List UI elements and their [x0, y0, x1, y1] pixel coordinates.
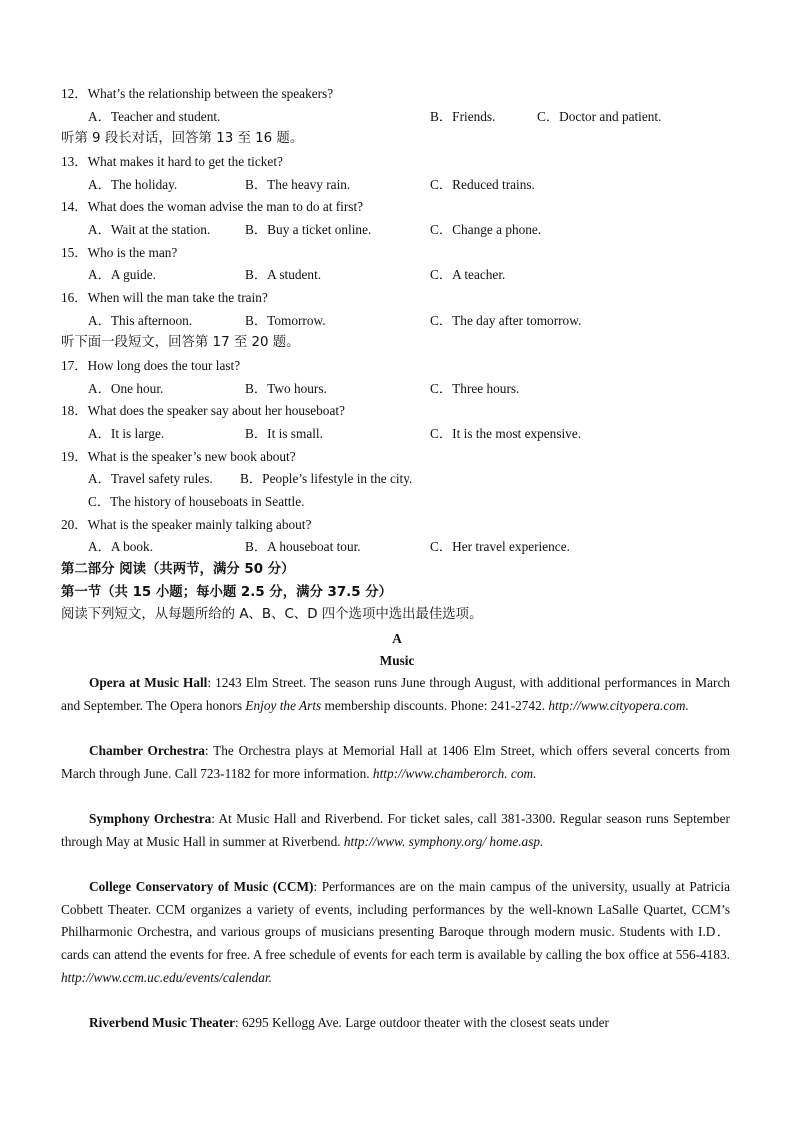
part2-section1: 第一节（共 15 小题；每小题 2.5 分，满分 37.5 分）: [61, 585, 393, 600]
q12-option-c: C．Doctor and patient.: [537, 109, 662, 124]
question-20: 20．What is the speaker mainly talking about?: [61, 517, 312, 532]
q16-option-b: B．Tomorrow.: [245, 313, 326, 328]
entry-ccm: College Conservatory of Music (CCM): Performances are on the main campus of the university, usually at Patricia Cobbett Theater. CCM organizes a variety of events, including performances by the well-known LaSalle Quartet, CCM’s Philharmonic Orchestra, and various groups of musicians presenting Baroque through modern music. Students with I.D． cards can attend the events for free. A free schedule of events for each term is available by calling the box office at 556-4183. http://www.ccm.uc.edu/events/calendar.: [61, 879, 731, 985]
q19-option-a: A．Travel safety rules.: [88, 471, 213, 486]
q15-option-a: A．A guide.: [88, 267, 156, 282]
q19-option-b: B．People’s lifestyle in the city.: [240, 471, 413, 486]
question-17: 17．How long does the tour last?: [61, 358, 241, 373]
question-19: 19．What is the speaker’s new book about?: [61, 449, 296, 464]
entry-lead: College Conservatory of Music (CCM): [89, 879, 314, 894]
entry-lead: Chamber Orchestra: [89, 743, 205, 758]
q20-option-b: B．A houseboat tour.: [245, 539, 361, 554]
q12-option-a: A．Teacher and student.: [88, 109, 221, 124]
entry-lead: Symphony Orchestra: [89, 811, 212, 826]
q12-option-b: B．Friends.: [430, 109, 496, 124]
q14-option-c: C．Change a phone.: [430, 222, 542, 237]
passage-letter: A: [392, 631, 402, 646]
q18-option-c: C．It is the most expensive.: [430, 426, 582, 441]
entry-chamber: Chamber Orchestra: The Orchestra plays at Memorial Hall at 1406 Elm Street, which offers several concerts from March through June. Call 723-1182 for more information. http://www.chamberorch. com.: [61, 743, 730, 781]
instruction-dialog-9: 听第 9 段长对话，回答第 13 至 16 题。: [61, 131, 304, 146]
instruction-passage: 听下面一段短文，回答第 17 至 20 题。: [61, 335, 300, 350]
passage-title: Music: [379, 653, 415, 668]
q18-option-a: A．It is large.: [88, 426, 165, 441]
entry-symphony: Symphony Orchestra: At Music Hall and Riverbend. For ticket sales, call 381-3300. Regular season runs September through May at Music Hall in summer at Riverbend. http://www. symphony.org/ home.asp.: [61, 811, 730, 849]
question-16: 16．When will the man take the train?: [61, 290, 268, 305]
q16-option-a: A．This afternoon.: [88, 313, 193, 328]
q15-option-c: C．A teacher.: [430, 267, 506, 282]
q15-option-b: B．A student.: [245, 267, 322, 282]
question-12: 12．What’s the relationship between the speakers?: [61, 86, 334, 101]
question-15: 15．Who is the man?: [61, 245, 178, 260]
q19-option-c: C．The history of houseboats in Seattle.: [88, 494, 305, 509]
q17-option-b: B．Two hours.: [245, 381, 327, 396]
q13-option-b: B．The heavy rain.: [245, 177, 351, 192]
q20-option-c: C．Her travel experience.: [430, 539, 570, 554]
q13-option-c: C．Reduced trains.: [430, 177, 535, 192]
part2-instruction: 阅读下列短文，从每题所给的 A、B、C、D 四个选项中选出最佳选项。: [61, 607, 483, 622]
entry-url[interactable]: http://www.chamberorch. com.: [372, 765, 537, 781]
entry-url[interactable]: http://www.ccm.uc.edu/events/calendar.: [61, 969, 272, 985]
q13-option-a: A．The holiday.: [88, 177, 178, 192]
part2-title: 第二部分 阅读（共两节，满分 50 分）: [61, 562, 295, 577]
q14-option-b: B．Buy a ticket online.: [245, 222, 372, 237]
question-14: 14．What does the woman advise the man to do at first?: [61, 199, 364, 214]
q16-option-c: C．The day after tomorrow.: [430, 313, 582, 328]
question-18: 18．What does the speaker say about her houseboat?: [61, 403, 345, 418]
entry-lead: Riverbend Music Theater: [89, 1015, 236, 1030]
entry-url[interactable]: http://www. symphony.org/ home.asp.: [343, 833, 544, 849]
q18-option-b: B．It is small.: [245, 426, 323, 441]
entry-url[interactable]: http://www.cityopera.com.: [548, 697, 689, 713]
entry-opera: Opera at Music Hall: 1243 Elm Street. The season runs June through August, with additional performances in March and September. The Opera honors Enjoy the Arts membership discounts. Phone: 241-2742. http://www.cityopera.com.: [61, 675, 730, 713]
q20-option-a: A．A book.: [88, 539, 154, 554]
entry-lead: Opera at Music Hall: [89, 675, 208, 690]
q17-option-a: A．One hour.: [88, 381, 164, 396]
q14-option-a: A．Wait at the station.: [88, 222, 211, 237]
q17-option-c: C．Three hours.: [430, 381, 520, 396]
question-13: 13．What makes it hard to get the ticket?: [61, 154, 283, 169]
entry-riverbend: Riverbend Music Theater: 6295 Kellogg Ave. Large outdoor theater with the closest seats under: [89, 1015, 609, 1030]
